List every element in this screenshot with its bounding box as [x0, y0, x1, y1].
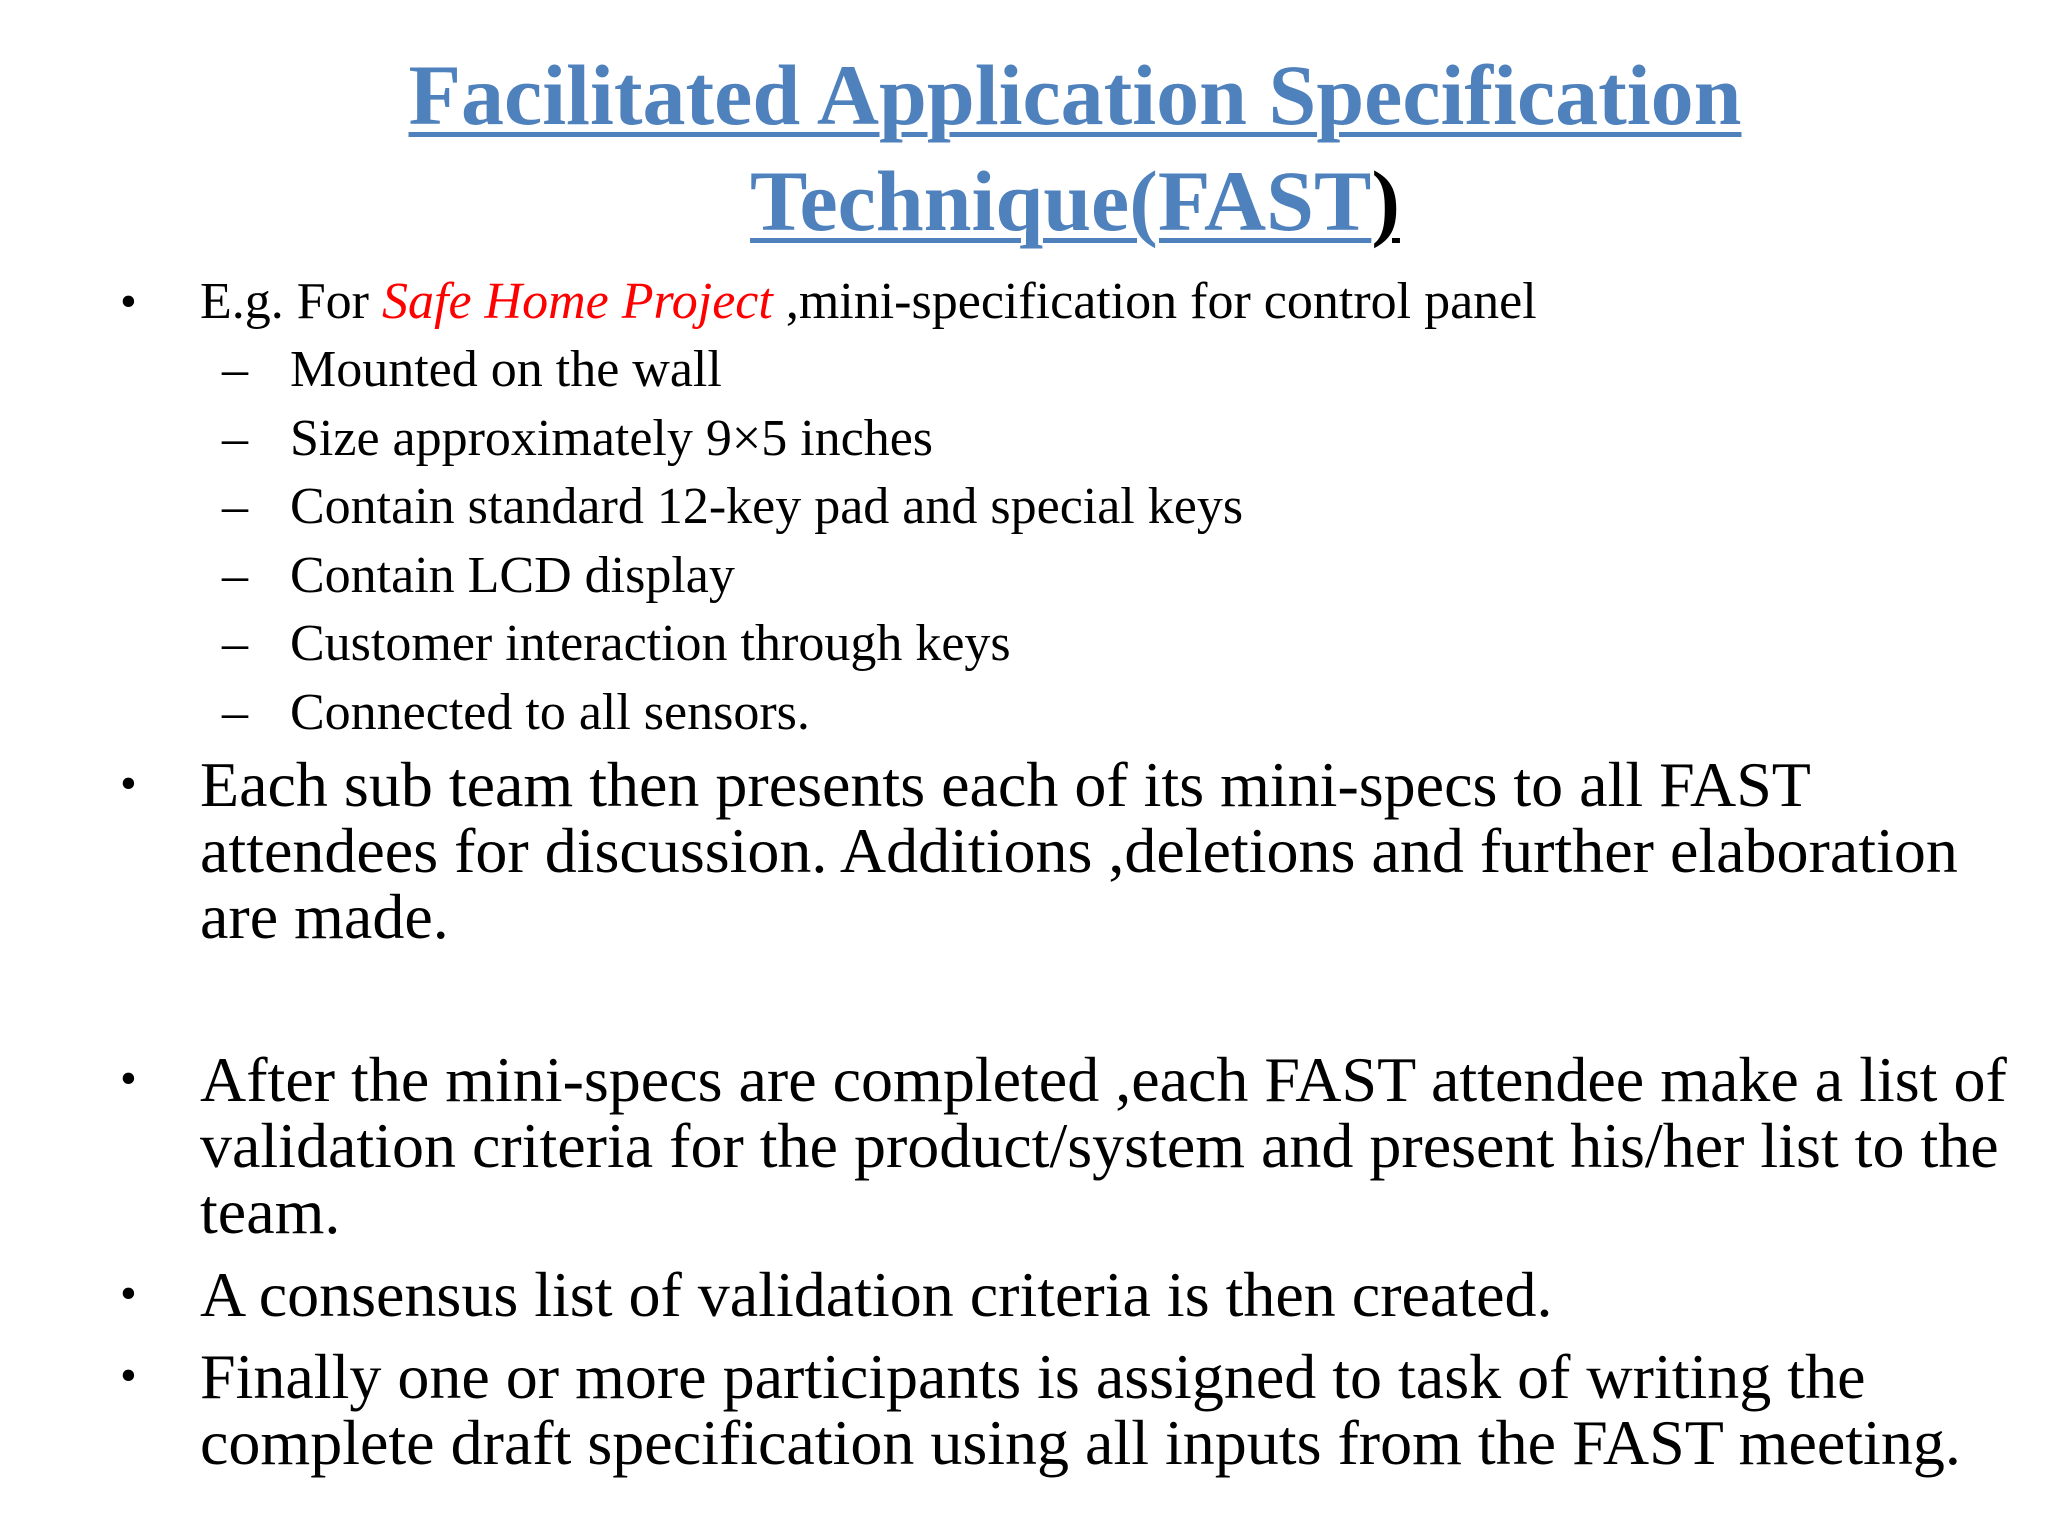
slide-title	[0, 42, 2048, 254]
bullet-item-draft	[0, 1341, 2048, 1536]
sub-item-text: Size approximately 9×5 inches	[290, 410, 934, 467]
sub-item	[0, 610, 2048, 678]
sub-item	[0, 679, 2048, 747]
sub-item	[0, 336, 2048, 404]
bullet-text: A consensus list of validation criteria is then created.	[200, 1259, 1553, 1330]
bullet-item-subteam	[0, 749, 2048, 952]
sub-item	[0, 473, 2048, 541]
title-line-2	[0, 148, 2048, 254]
dash-icon: –	[222, 478, 248, 535]
sub-item-text: Contain LCD display	[290, 547, 735, 604]
bullet-icon: •	[120, 1052, 137, 1105]
sub-item-text: Connected to all sensors.	[290, 684, 810, 741]
bullet-text: Finally one or more participants is assigned to task of writing the complete draft specification using all inputs from the FAST meeting.	[200, 1341, 1961, 1478]
bullet-suffix: ,mini-specification for control panel	[772, 273, 1537, 330]
bullet-icon: •	[120, 275, 137, 328]
dash-icon: –	[222, 341, 248, 398]
dash-icon: –	[222, 684, 248, 741]
bullet-text: Each sub team then presents each of its mini-specs to all FAST attendees for discussion. Additions ,deletions and further elaboration are made.	[200, 749, 1958, 952]
title-closing-paren: )	[1371, 153, 1400, 249]
sub-item	[0, 542, 2048, 610]
sub-item-text: Mounted on the wall	[290, 341, 722, 398]
sub-item-text: Customer interaction through keys	[290, 615, 1011, 672]
dash-icon: –	[222, 547, 248, 604]
project-name-highlight: Safe Home Project	[382, 273, 773, 330]
dash-icon: –	[222, 410, 248, 467]
bullet-item-validation	[0, 1044, 2048, 1247]
sub-item	[0, 405, 2048, 473]
sub-item-text: Contain standard 12-key pad and special keys	[290, 478, 1244, 535]
bullet-item-example	[0, 268, 2048, 336]
bullet-text	[200, 268, 2028, 336]
dash-icon: –	[222, 615, 248, 672]
bullet-icon: •	[120, 1267, 137, 1320]
bullet-icon: •	[120, 757, 137, 810]
title-line-2-text: Technique(FAST	[750, 153, 1372, 249]
bullet-icon: •	[120, 1349, 137, 1402]
bullet-text: After the mini-specs are completed ,each FAST attendee make a list of validation criteria for the product/system and present his/her list to the team.	[200, 1044, 2007, 1247]
title-line-1	[0, 42, 2048, 148]
bullet-item-consensus	[0, 1259, 2048, 1330]
bullet-prefix: E.g. For	[200, 273, 382, 330]
title-line-1-text: Facilitated Application Specification	[408, 47, 1742, 143]
